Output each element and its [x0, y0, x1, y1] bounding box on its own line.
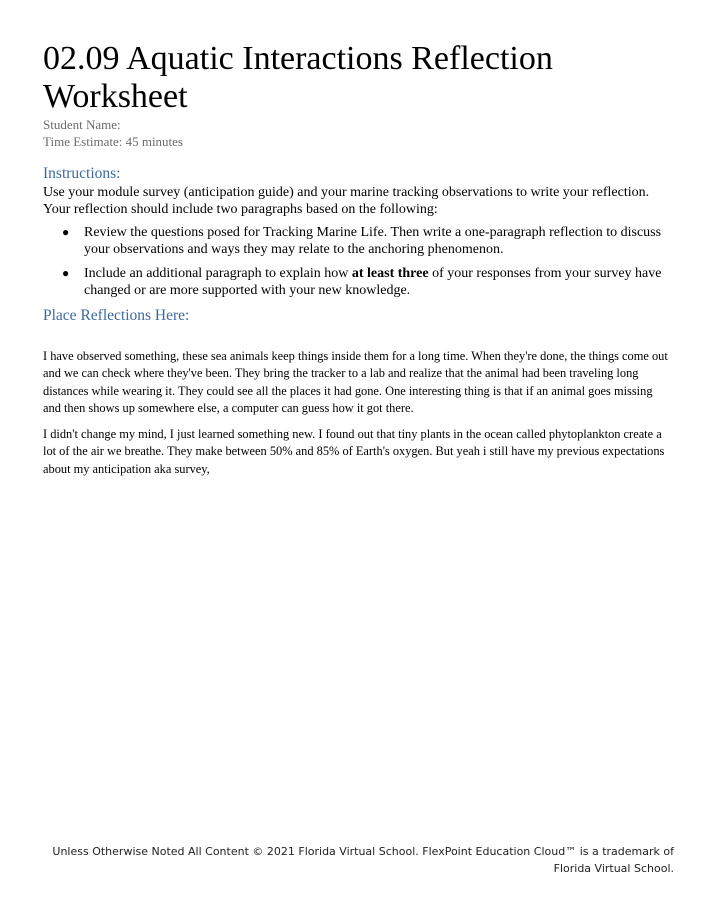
instruction-item	[62, 224, 673, 258]
reflection-paragraph[interactable]: I have observed something, these sea animals keep things inside them for a long time. When they're done, the things come out and we can check where they've been. They bring the tracker to a lab and realize that the animal had been traveling long distances while wearing it. They could see all the places it had gone. One interesting thing is that if an animal goes missing and then shows up somewhere else, a computer can guess how it got there.	[43, 349, 668, 415]
student-name-label: Student Name:	[43, 117, 121, 132]
instruction-emphasis: at least three	[351, 266, 429, 281]
worksheet-page	[43, 40, 673, 478]
footer-copyright: Unless Otherwise Noted All Content © 2021 Florida Virtual School. FlexPoint Education Cloud™ is a trademark of Florida Virtual School.	[52, 845, 674, 875]
time-estimate: Time Estimate: 45 minutes	[43, 134, 183, 149]
page-title: 02.09 Aquatic Interactions Reflection Worksheet	[43, 40, 553, 115]
bullet-icon: ●	[62, 225, 70, 239]
instruction-item	[62, 265, 673, 299]
instruction-text-after: of your responses from your survey have changed or are more supported with your new knowledge.	[84, 266, 662, 298]
instruction-text: Review the questions posed for Tracking Marine Life. Then write a one-paragraph reflection to discuss your observations and ways they may relate to the anchoring phenomenon.	[84, 225, 662, 257]
instructions-text: Use your module survey (anticipation guide) and your marine tracking observations to write your reflection. Your reflection should include two paragraphs based on the following:	[43, 185, 650, 217]
instructions-list	[43, 224, 673, 299]
instructions-heading: Instructions:	[43, 165, 121, 182]
bullet-icon: ●	[62, 266, 70, 280]
reflection-paragraph[interactable]: I didn't change my mind, I just learned something new. I found out that tiny plants in the ocean called phytoplankton create a lot of the air we breathe. They make between 50% and 85% of Earth's oxygen. But yeah i still have my previous expectations about my anticipation aka survey,	[43, 427, 665, 476]
reflections-heading: Place Reflections Here:	[43, 307, 190, 324]
instruction-text-before: Include an additional paragraph to explain how	[84, 266, 352, 281]
